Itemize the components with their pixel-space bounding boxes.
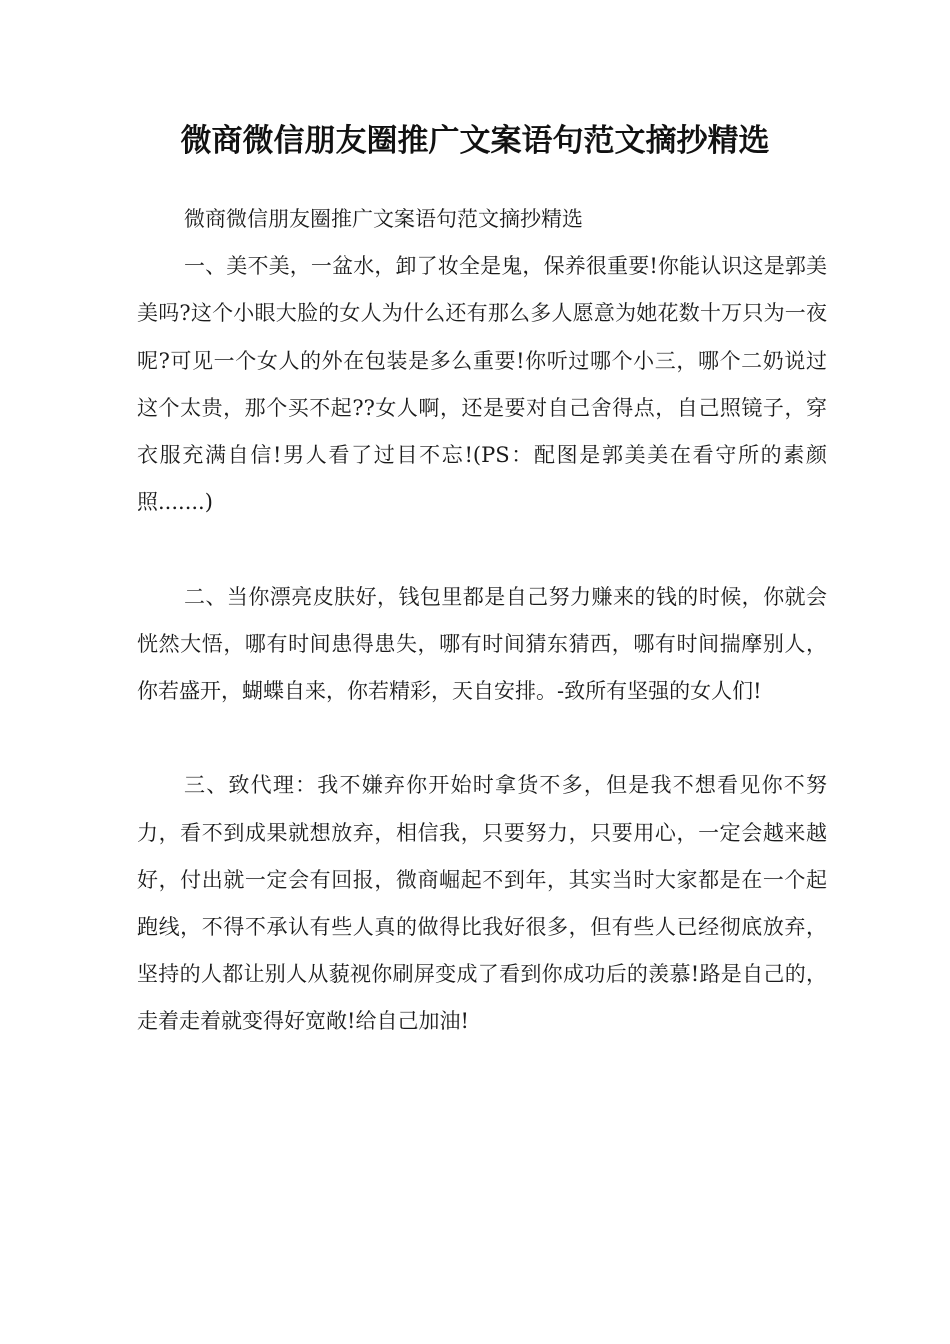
paragraph-3: 三、致代理：我不嫌弃你开始时拿货不多，但是我不想看见你不努力，看不到成果就想放弃，相信我，只要努力，只要用心，一定会越来越好，付出就一定会有回报，微商崛起不到年，其实当时大家都是在一个起跑线，不得不承认有些人真的做得比我好很多，但有些人已经彻底放弃，坚持的人都让别人从藐视你刷屏变成了看到你成功后的羡慕!路是自己的，走着走着就变得好宽敞!给自己加油! xyxy=(137,773,827,1034)
paragraph-2: 二、当你漂亮皮肤好，钱包里都是自己努力赚来的钱的时候，你就会恍然大悟，哪有时间患得患失，哪有时间猜东猜西，哪有时间揣摩别人，你若盛开，蝴蝶自来，你若精彩，天自安排。-致所有坚强的女人们! xyxy=(137,584,827,704)
paragraph-spacer xyxy=(137,526,827,573)
document-body xyxy=(137,196,827,1046)
subtitle-paragraph: 微商微信朋友圈推广文案语句范文摘抄精选 xyxy=(184,207,583,231)
document-title: 微商微信朋友圈推广文案语句范文摘抄精选 xyxy=(180,123,770,159)
paragraph-spacer xyxy=(137,715,827,762)
paragraph-1: 一、美不美，一盆水，卸了妆全是鬼，保养很重要!你能认识这是郭美美吗?这个小眼大脸的女人为什么还有那么多人愿意为她花数十万只为一夜呢?可见一个女人的外在包装是多么重要!你听过哪个小三，哪个二奶说过这个太贵，那个买不起??女人啊，还是要对自己舍得点，自己照镜子，穿衣服充满自信!男人看了过目不忘!(PS：配图是郭美美在看守所的素颜照.......) xyxy=(137,254,827,515)
